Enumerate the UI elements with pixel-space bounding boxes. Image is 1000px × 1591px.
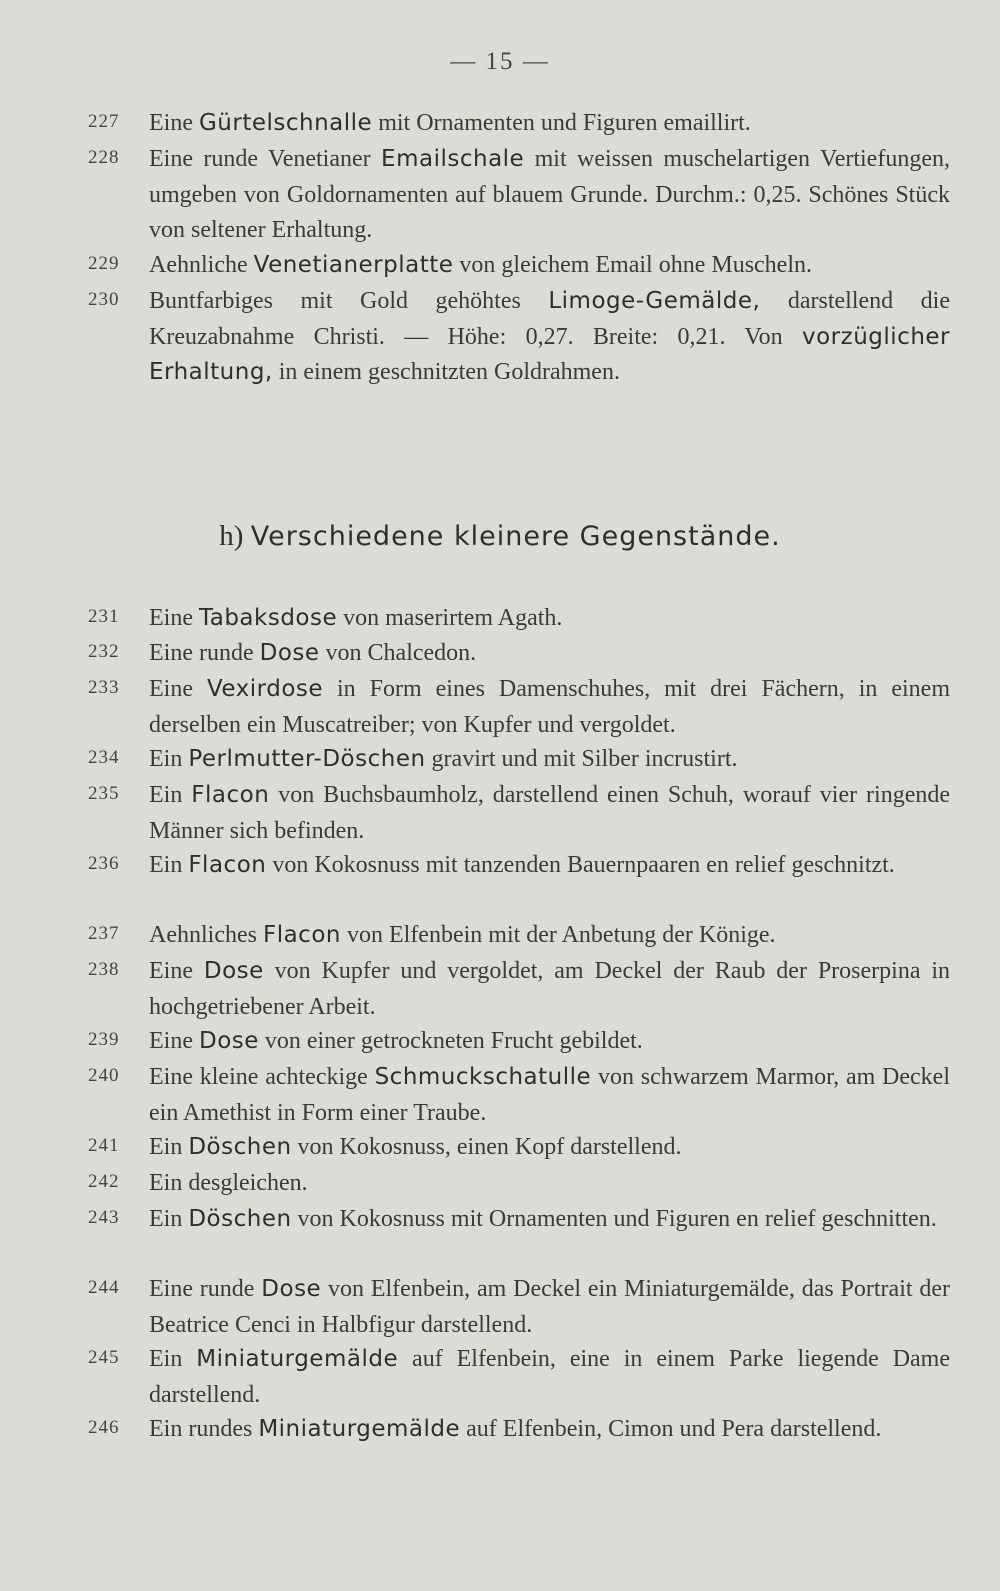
entry-description: von Kokosnuss mit tanzenden Bauernpaaren en relief geschnitzt. [266, 852, 895, 878]
entry-keyword: Miniaturgemälde [196, 1346, 399, 1372]
entry-description: von maserirtem Agath. [337, 605, 563, 631]
entry-description: Buntfarbiges mit Gold gehöhtes [149, 288, 549, 314]
entry-keyword: Limoge-Gemälde, [548, 288, 761, 314]
entry-description: von Kupfer und vergoldet, am Deckel der Raub der Proserpina in hochgetriebener Arbeit. [149, 958, 950, 1020]
entry-keyword: Flacon [191, 782, 270, 808]
entry-text [149, 918, 950, 954]
entry-text [149, 142, 950, 249]
catalog-entry [88, 672, 950, 743]
entry-description: gravirt und mit Silber incrustirt. [425, 746, 738, 772]
entry-text [149, 106, 950, 142]
entry-text [149, 248, 950, 284]
entry-description: Aehnliches [149, 922, 263, 948]
entry-text [149, 1202, 950, 1238]
entry-description: von Buchsbaumholz, darstellend einen Schuh, worauf vier ringende Männer sich befinden. [149, 782, 951, 844]
entry-keyword: Tabaksdose [198, 605, 338, 631]
entry-text [149, 1342, 950, 1413]
entry-description: Ein rundes [149, 1416, 259, 1442]
entry-description: darstellend die Kreuzabnahme Christi. — Höhe: 0,27. Breite: 0,21. Von [149, 288, 950, 350]
entry-keyword: Dose [198, 1028, 259, 1054]
entry-description: von schwarzem Marmor, am Deckel ein Amethist in Form einer Traube. [149, 1064, 951, 1126]
entry-text [149, 778, 950, 849]
entry-text [149, 848, 950, 884]
catalog-entry [88, 636, 950, 672]
entry-number: 234 [88, 747, 120, 768]
entry-description: Ein [149, 746, 189, 772]
entry-description: Eine [149, 676, 207, 702]
catalog-entry [88, 848, 950, 884]
entry-text [149, 636, 950, 672]
entry-text [149, 954, 950, 1025]
section-heading-title: Verschiedene kleinere Gegenstände. [250, 521, 781, 552]
entry-keyword: Perlmutter-Döschen [188, 746, 426, 772]
catalog-entry [88, 1202, 950, 1238]
catalog-entry [88, 248, 950, 284]
entry-text [149, 672, 950, 743]
entry-number: 241 [88, 1135, 120, 1156]
entry-keyword: Döschen [188, 1206, 292, 1232]
catalog-entry [88, 954, 950, 1025]
entry-number: 246 [88, 1417, 120, 1438]
entry-description: Ein desgleichen. [149, 1170, 308, 1196]
entry-description: von Kokosnuss mit Ornamenten und Figuren en relief geschnitten. [291, 1206, 937, 1232]
entry-description: Aehnliche [149, 252, 254, 278]
entry-description: von Elfenbein mit der Anbetung der Könige. [340, 922, 776, 948]
entry-keyword: Dose [203, 958, 264, 984]
entry-text [149, 284, 950, 391]
entry-description: Ein [149, 782, 192, 808]
entry-number: 230 [88, 289, 120, 310]
entry-description: Ein [149, 852, 189, 878]
entry-description: in einem geschnitzten Goldrahmen. [272, 359, 620, 385]
catalog-entry [88, 1060, 950, 1131]
entry-description: Eine [149, 958, 204, 984]
entry-description: von Chalcedon. [319, 640, 477, 666]
entry-text [149, 1272, 950, 1343]
catalog-entry [88, 778, 950, 849]
entry-keyword: Gürtelschnalle [198, 110, 373, 136]
entry-description: mit Ornamenten und Figuren emaillirt. [372, 110, 751, 136]
entry-description: Eine [149, 110, 199, 136]
entry-description: Ein [149, 1346, 197, 1372]
entry-text [149, 1166, 950, 1202]
entry-description: mit weissen muschelartigen Vertiefungen, umgeben von Goldornamenten auf blauem Grunde. Durchm.: 0,25. Schönes Stück von seltener Erhaltung. [149, 146, 950, 243]
entry-keyword: Emailschale [381, 146, 525, 172]
entry-number: 245 [88, 1347, 120, 1368]
section-heading [0, 520, 1000, 553]
entry-number: 232 [88, 641, 120, 662]
entry-description: von Kokosnuss, einen Kopf darstellend. [291, 1134, 682, 1160]
entry-description: Eine runde [149, 1276, 262, 1302]
entry-number: 237 [88, 923, 120, 944]
catalog-entry [88, 142, 950, 249]
entry-description: von gleichem Email ohne Muscheln. [453, 252, 813, 278]
catalog-entry [88, 918, 950, 954]
entry-keyword: Dose [259, 640, 320, 666]
entry-number: 236 [88, 853, 120, 874]
entry-number: 233 [88, 677, 120, 698]
entry-number: 242 [88, 1171, 120, 1192]
catalog-entry [88, 601, 950, 637]
entry-text [149, 1130, 950, 1166]
entry-keyword: vorzüglicher Erhaltung, [149, 323, 950, 385]
entry-description: auf Elfenbein, Cimon und Pera darstellend. [460, 1416, 882, 1442]
entry-text [149, 742, 950, 778]
entry-number: 239 [88, 1029, 120, 1050]
entry-number: 235 [88, 783, 120, 804]
entry-keyword: Dose [261, 1276, 322, 1302]
catalog-entry [88, 1412, 950, 1448]
entry-keyword: Venetianerplatte [253, 252, 454, 278]
catalog-entry [88, 1166, 950, 1202]
entry-number: 227 [88, 111, 120, 132]
section-heading-prefix: h) [219, 520, 251, 552]
catalog-entry [88, 1024, 950, 1060]
entry-keyword: Miniaturgemälde [258, 1416, 461, 1442]
entry-number: 231 [88, 606, 120, 627]
entry-number: 229 [88, 253, 120, 274]
entry-number: 228 [88, 147, 120, 168]
entry-number: 238 [88, 959, 120, 980]
entry-text [149, 1412, 950, 1448]
page-number: — 15 — [450, 48, 550, 75]
entry-keyword: Flacon [262, 922, 341, 948]
catalog-entry [88, 284, 950, 391]
entry-keyword: Döschen [188, 1134, 292, 1160]
entry-description: Eine kleine achteckige [149, 1064, 375, 1090]
entry-description: von einer getrockneten Frucht gebildet. [258, 1028, 643, 1054]
entry-description: Eine runde [149, 640, 260, 666]
catalog-entry [88, 106, 950, 142]
entry-text [149, 601, 950, 637]
entry-text [149, 1024, 950, 1060]
entry-description: Ein [149, 1206, 189, 1232]
catalog-entry [88, 1272, 950, 1343]
entry-description: Ein [149, 1134, 189, 1160]
entry-description: in Form eines Damenschuhes, mit drei Fächern, in einem derselben ein Muscatreiber; von Kupfer und vergoldet. [149, 676, 951, 738]
entry-keyword: Schmuckschatulle [374, 1064, 592, 1090]
catalog-entry [88, 1130, 950, 1166]
catalog-entry [88, 742, 950, 778]
entry-keyword: Vexirdose [206, 676, 324, 702]
catalog-entry [88, 1342, 950, 1413]
entry-description: Eine [149, 605, 199, 631]
entry-number: 244 [88, 1277, 120, 1298]
entry-description: Eine runde Venetianer [149, 146, 382, 172]
entry-text [149, 1060, 950, 1131]
entry-keyword: Flacon [188, 852, 267, 878]
entry-number: 243 [88, 1207, 120, 1228]
entry-description: Eine [149, 1028, 199, 1054]
entry-description: auf Elfenbein, eine in einem Parke liegende Dame darstellend. [149, 1346, 951, 1408]
entry-number: 240 [88, 1065, 120, 1086]
entry-description: von Elfenbein, am Deckel ein Miniaturgemälde, das Portrait der Beatrice Cenci in Halbfigur darstellend. [149, 1276, 950, 1338]
